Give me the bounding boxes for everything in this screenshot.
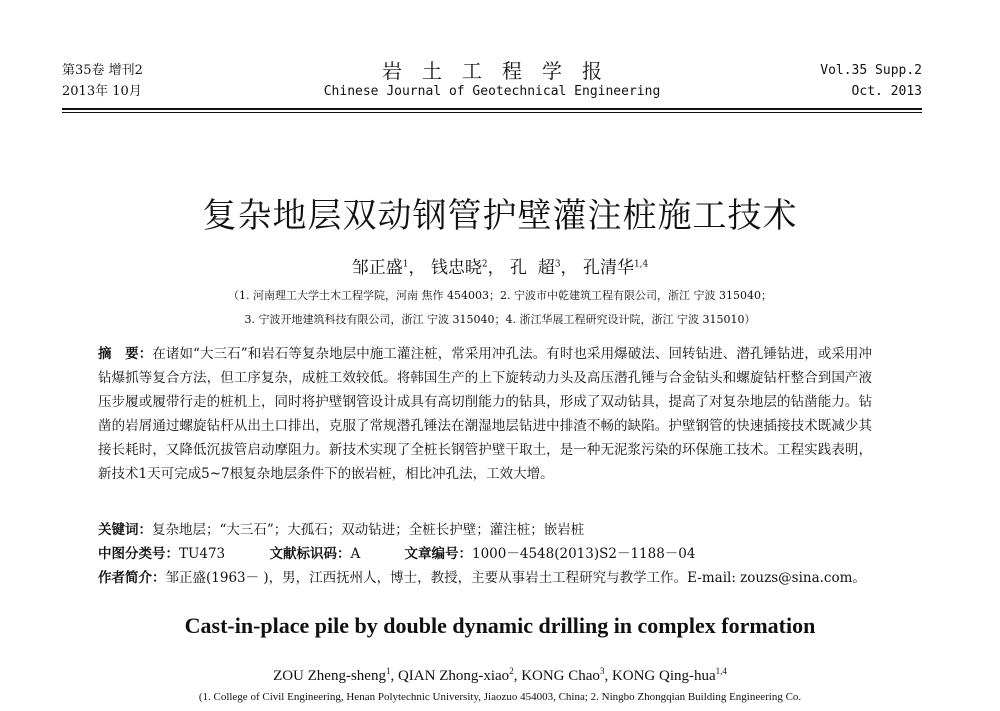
author-en <box>612 668 727 684</box>
doc-code-label: 文献标识码： <box>269 546 351 562</box>
author-name: 邹正盛 <box>351 258 403 278</box>
keywords-label: 关键词： <box>98 522 152 538</box>
author-en <box>273 668 398 684</box>
author-name: KONG Chao <box>521 668 600 684</box>
journal-name <box>62 60 922 102</box>
journal-name-cn: 岩土工程学报 <box>382 59 622 83</box>
author-separator: , <box>390 668 398 684</box>
author-bio-text: 邹正盛(1963－ )，男，江西抚州人，博士，教授，主要从事岩土工程研究与教学工作。E-mail: zouzs@sina.com。 <box>165 570 866 586</box>
clc-label: 中图分类号： <box>98 546 179 562</box>
affiliations-cn-line2: 3. 宁波开地建筑科技有限公司，浙江 宁波 315040；4. 浙江华展工程研究设计院，浙江 宁波 315010） <box>244 313 756 326</box>
article-number-value: 1000－4548(2013)S2－1188－04 <box>472 546 696 562</box>
author-name: 孔清华 <box>582 258 634 278</box>
author-cn <box>352 258 426 278</box>
volume-line: 第35卷 增刊2 <box>62 63 143 78</box>
affiliation-en: (1. College of Civil Engineering, Henan Polytechnic University, Jiaozuo 454003, China; 2. Ningbo Zhongqian Building Engineering Co. <box>198 691 802 703</box>
abstract-cn <box>98 342 872 486</box>
author-affil-ref: 2 <box>481 259 488 270</box>
header-rule-thick <box>62 108 922 110</box>
author-name: 钱忠晓 <box>430 258 482 278</box>
header-rule-thin <box>62 112 922 113</box>
author-cn <box>510 258 578 278</box>
journal-header <box>62 60 922 106</box>
author-affil-ref: 1 <box>402 259 409 270</box>
article-number-label: 文章编号： <box>404 546 472 562</box>
author-cn <box>583 258 648 278</box>
author-affil-ref: 1,4 <box>715 666 727 676</box>
abstract-label: 摘 要： <box>98 346 153 362</box>
author-bio <box>98 568 920 588</box>
author-bio-label: 作者简介： <box>98 570 166 586</box>
abstract-text: 在诸如“大三石”和岩石等复杂地层中施工灌注桩，常采用冲孔法。有时也采用爆破法、回转钻进、潜孔锤钻进，或采用冲钻爆抓等复合方法，但工序复杂，成桩工效较低。将韩国生产的上下旋转动力头及高压潜孔锤与合金钻头和螺旋钻杆整合到国产液压步履或履带行走的桩机上，同时将护壁钢管设计成具有高切削能力的钻具，形成了双动钻具，提高了对复杂地层的钻凿能力。钻凿的岩屑通过螺旋钻杆从出土口排出，克服了常规潜孔锤法在潮湿地层钻进中排渣不畅的缺陷。护壁钢管的快速插接技术既减少其接长耗时，又降低沉拔管启动摩阻力。新技术实现了全桩长钢管护壁干取土，是一种无泥浆污染的环保施工技术。工程实践表明，新技术1天可完成5~7根复杂地层条件下的嵌岩桩，相比冲孔法，工效大增。 <box>98 346 872 482</box>
author-affil-ref: 3 <box>554 259 561 270</box>
volume-line-en: Vol.35 Supp.2 <box>820 63 922 78</box>
author-separator: , <box>513 668 522 684</box>
author-name: ZOU Zheng-sheng <box>273 668 386 684</box>
doc-code-value: A <box>350 546 361 562</box>
author-affil-ref: 2 <box>509 666 514 676</box>
date-line-cn: 2013年 10月 <box>62 84 142 99</box>
authors-en <box>0 666 1000 685</box>
author-affil-ref: 1 <box>385 666 391 676</box>
author-separator: ， <box>487 258 505 278</box>
author-separator: ， <box>560 258 578 278</box>
author-name: KONG Qing-hua <box>611 668 716 684</box>
clc-value: TU473 <box>179 546 226 562</box>
author-cn <box>431 258 505 278</box>
keywords-cn <box>98 520 920 540</box>
journal-name-en: Chinese Journal of Geotechnical Engineering <box>323 84 661 99</box>
authors-cn <box>0 253 1000 278</box>
author-en <box>521 668 612 684</box>
paper-title-cn: 复杂地层双动钢管护壁灌注桩施工技术 <box>202 196 798 236</box>
author-affil-ref: 1,4 <box>633 259 649 270</box>
author-en <box>398 668 521 684</box>
date-line-en: Oct. 2013 <box>851 84 922 99</box>
author-name: 孔 超 <box>510 258 555 278</box>
paper-title-en: Cast-in-place pile by double dynamic drilling in complex formation <box>184 613 816 638</box>
classification-line <box>98 544 920 564</box>
volume-issue-en <box>820 60 922 102</box>
author-affil-ref: 3 <box>599 666 605 676</box>
author-separator: ， <box>408 258 426 278</box>
author-separator: , <box>604 668 612 684</box>
author-name: QIAN Zhong-xiao <box>397 668 510 684</box>
keywords-text: 复杂地层；“大三石”；大孤石；双动钻进；全桩长护壁；灌注桩；嵌岩桩 <box>152 522 585 538</box>
affiliations-cn-line1: （1. 河南理工大学土木工程学院，河南 焦作 454003；2. 宁波市中乾建筑工程有限公司，浙江 宁波 315040； <box>228 289 772 302</box>
